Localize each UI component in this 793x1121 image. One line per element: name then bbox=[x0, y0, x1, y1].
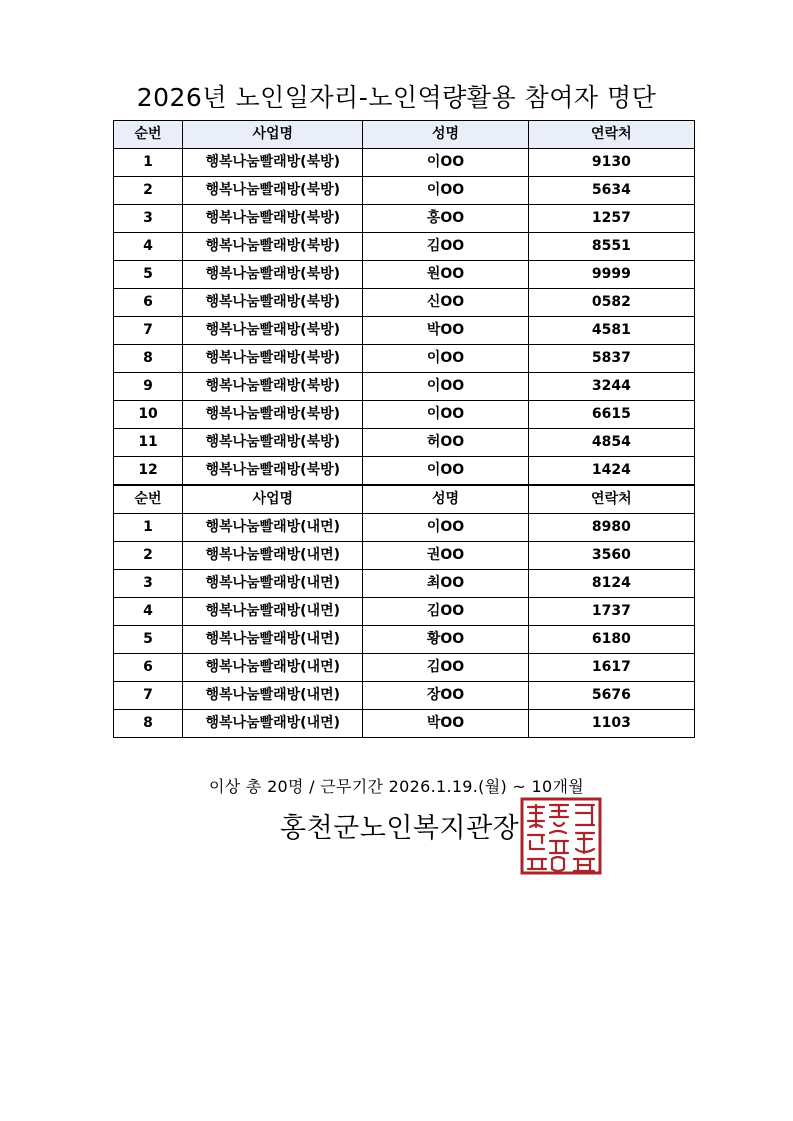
table-row bbox=[114, 233, 695, 261]
table-row bbox=[114, 654, 695, 682]
table-row bbox=[114, 149, 695, 177]
organization-signature: 홍천군노인복지관장 bbox=[280, 813, 520, 844]
cell-name: 이OO bbox=[363, 514, 528, 542]
cell-number: 7 bbox=[114, 682, 183, 710]
cell-number: 1 bbox=[114, 149, 183, 177]
table-row bbox=[114, 542, 695, 570]
cell-name: 이OO bbox=[363, 345, 528, 373]
cell-project: 행복나눔빨래방(북방) bbox=[183, 345, 363, 373]
cell-contact: 8551 bbox=[528, 233, 694, 261]
cell-name: 김OO bbox=[363, 654, 528, 682]
table-row bbox=[114, 261, 695, 289]
cell-number: 2 bbox=[114, 542, 183, 570]
cell-number: 7 bbox=[114, 317, 183, 345]
table-row bbox=[114, 570, 695, 598]
official-seal-stamp bbox=[520, 797, 602, 875]
table-row bbox=[114, 289, 695, 317]
cell-name: 이OO bbox=[363, 177, 528, 205]
table-row bbox=[114, 317, 695, 345]
cell-number: 8 bbox=[114, 345, 183, 373]
table-row bbox=[114, 514, 695, 542]
cell-contact: 8124 bbox=[528, 570, 694, 598]
table-row bbox=[114, 429, 695, 457]
cell-name: 장OO bbox=[363, 682, 528, 710]
cell-number: 9 bbox=[114, 373, 183, 401]
document-title: 2026년 노인일자리-노인역량활용 참여자 명단 bbox=[136, 83, 657, 112]
table-row bbox=[114, 457, 695, 486]
cell-contact: 9130 bbox=[528, 149, 694, 177]
cell-project: 행복나눔빨래방(북방) bbox=[183, 205, 363, 233]
header-project: 사업명 bbox=[183, 485, 363, 514]
table-row bbox=[114, 373, 695, 401]
cell-contact: 5837 bbox=[528, 345, 694, 373]
cell-number: 4 bbox=[114, 598, 183, 626]
header-name: 성명 bbox=[363, 121, 528, 149]
table-row bbox=[114, 598, 695, 626]
cell-name: 이OO bbox=[363, 457, 528, 486]
cell-project: 행복나눔빨래방(내면) bbox=[183, 542, 363, 570]
table-row bbox=[114, 626, 695, 654]
cell-name: 김OO bbox=[363, 233, 528, 261]
cell-number: 2 bbox=[114, 177, 183, 205]
cell-number: 6 bbox=[114, 654, 183, 682]
cell-contact: 6180 bbox=[528, 626, 694, 654]
cell-project: 행복나눔빨래방(북방) bbox=[183, 429, 363, 457]
cell-name: 이OO bbox=[363, 401, 528, 429]
cell-project: 행복나눔빨래방(내면) bbox=[183, 598, 363, 626]
cell-contact: 8980 bbox=[528, 514, 694, 542]
cell-project: 행복나눔빨래방(내면) bbox=[183, 682, 363, 710]
cell-number: 6 bbox=[114, 289, 183, 317]
cell-number: 5 bbox=[114, 626, 183, 654]
table-row bbox=[114, 682, 695, 710]
cell-project: 행복나눔빨래방(북방) bbox=[183, 401, 363, 429]
cell-name: 황OO bbox=[363, 626, 528, 654]
cell-number: 3 bbox=[114, 205, 183, 233]
cell-contact: 0582 bbox=[528, 289, 694, 317]
cell-project: 행복나눔빨래방(북방) bbox=[183, 149, 363, 177]
cell-contact: 1103 bbox=[528, 710, 694, 738]
cell-project: 행복나눔빨래방(북방) bbox=[183, 233, 363, 261]
cell-number: 10 bbox=[114, 401, 183, 429]
cell-project: 행복나눔빨래방(북방) bbox=[183, 317, 363, 345]
header-contact: 연락처 bbox=[528, 485, 694, 514]
cell-project: 행복나눔빨래방(북방) bbox=[183, 289, 363, 317]
cell-name: 원OO bbox=[363, 261, 528, 289]
cell-project: 행복나눔빨래방(내면) bbox=[183, 570, 363, 598]
cell-contact: 4854 bbox=[528, 429, 694, 457]
header-number: 순번 bbox=[114, 485, 183, 514]
cell-name: 신OO bbox=[363, 289, 528, 317]
cell-project: 행복나눔빨래방(북방) bbox=[183, 177, 363, 205]
cell-contact: 3560 bbox=[528, 542, 694, 570]
table-row bbox=[114, 710, 695, 738]
table-row bbox=[114, 345, 695, 373]
header-number: 순번 bbox=[114, 121, 183, 149]
cell-name: 이OO bbox=[363, 373, 528, 401]
cell-project: 행복나눔빨래방(북방) bbox=[183, 261, 363, 289]
cell-project: 행복나눔빨래방(북방) bbox=[183, 457, 363, 486]
table-header-row bbox=[114, 485, 695, 514]
cell-contact: 1737 bbox=[528, 598, 694, 626]
header-project: 사업명 bbox=[183, 121, 363, 149]
table-row bbox=[114, 401, 695, 429]
cell-number: 8 bbox=[114, 710, 183, 738]
cell-contact: 1424 bbox=[528, 457, 694, 486]
table-header-row bbox=[114, 121, 695, 149]
cell-number: 4 bbox=[114, 233, 183, 261]
cell-project: 행복나눔빨래방(내면) bbox=[183, 514, 363, 542]
cell-name: 홍OO bbox=[363, 205, 528, 233]
cell-project: 행복나눔빨래방(내면) bbox=[183, 710, 363, 738]
cell-name: 박OO bbox=[363, 317, 528, 345]
cell-number: 11 bbox=[114, 429, 183, 457]
cell-name: 김OO bbox=[363, 598, 528, 626]
cell-project: 행복나눔빨래방(내면) bbox=[183, 654, 363, 682]
cell-contact: 4581 bbox=[528, 317, 694, 345]
participant-table bbox=[113, 120, 695, 738]
cell-name: 박OO bbox=[363, 710, 528, 738]
cell-contact: 3244 bbox=[528, 373, 694, 401]
cell-name: 허OO bbox=[363, 429, 528, 457]
table-row bbox=[114, 205, 695, 233]
table-row bbox=[114, 177, 695, 205]
cell-number: 12 bbox=[114, 457, 183, 486]
header-name: 성명 bbox=[363, 485, 528, 514]
cell-number: 1 bbox=[114, 514, 183, 542]
cell-number: 5 bbox=[114, 261, 183, 289]
cell-project: 행복나눔빨래방(내면) bbox=[183, 626, 363, 654]
cell-contact: 1617 bbox=[528, 654, 694, 682]
header-contact: 연락처 bbox=[528, 121, 694, 149]
summary-line: 이상 총 20명 / 근무기간 2026.1.19.(월) ~ 10개월 bbox=[209, 777, 584, 796]
cell-name: 권OO bbox=[363, 542, 528, 570]
cell-contact: 9999 bbox=[528, 261, 694, 289]
cell-contact: 6615 bbox=[528, 401, 694, 429]
cell-name: 최OO bbox=[363, 570, 528, 598]
cell-contact: 5634 bbox=[528, 177, 694, 205]
cell-name: 이OO bbox=[363, 149, 528, 177]
participant-table-body bbox=[114, 121, 695, 738]
cell-contact: 5676 bbox=[528, 682, 694, 710]
cell-contact: 1257 bbox=[528, 205, 694, 233]
cell-project: 행복나눔빨래방(북방) bbox=[183, 373, 363, 401]
cell-number: 3 bbox=[114, 570, 183, 598]
